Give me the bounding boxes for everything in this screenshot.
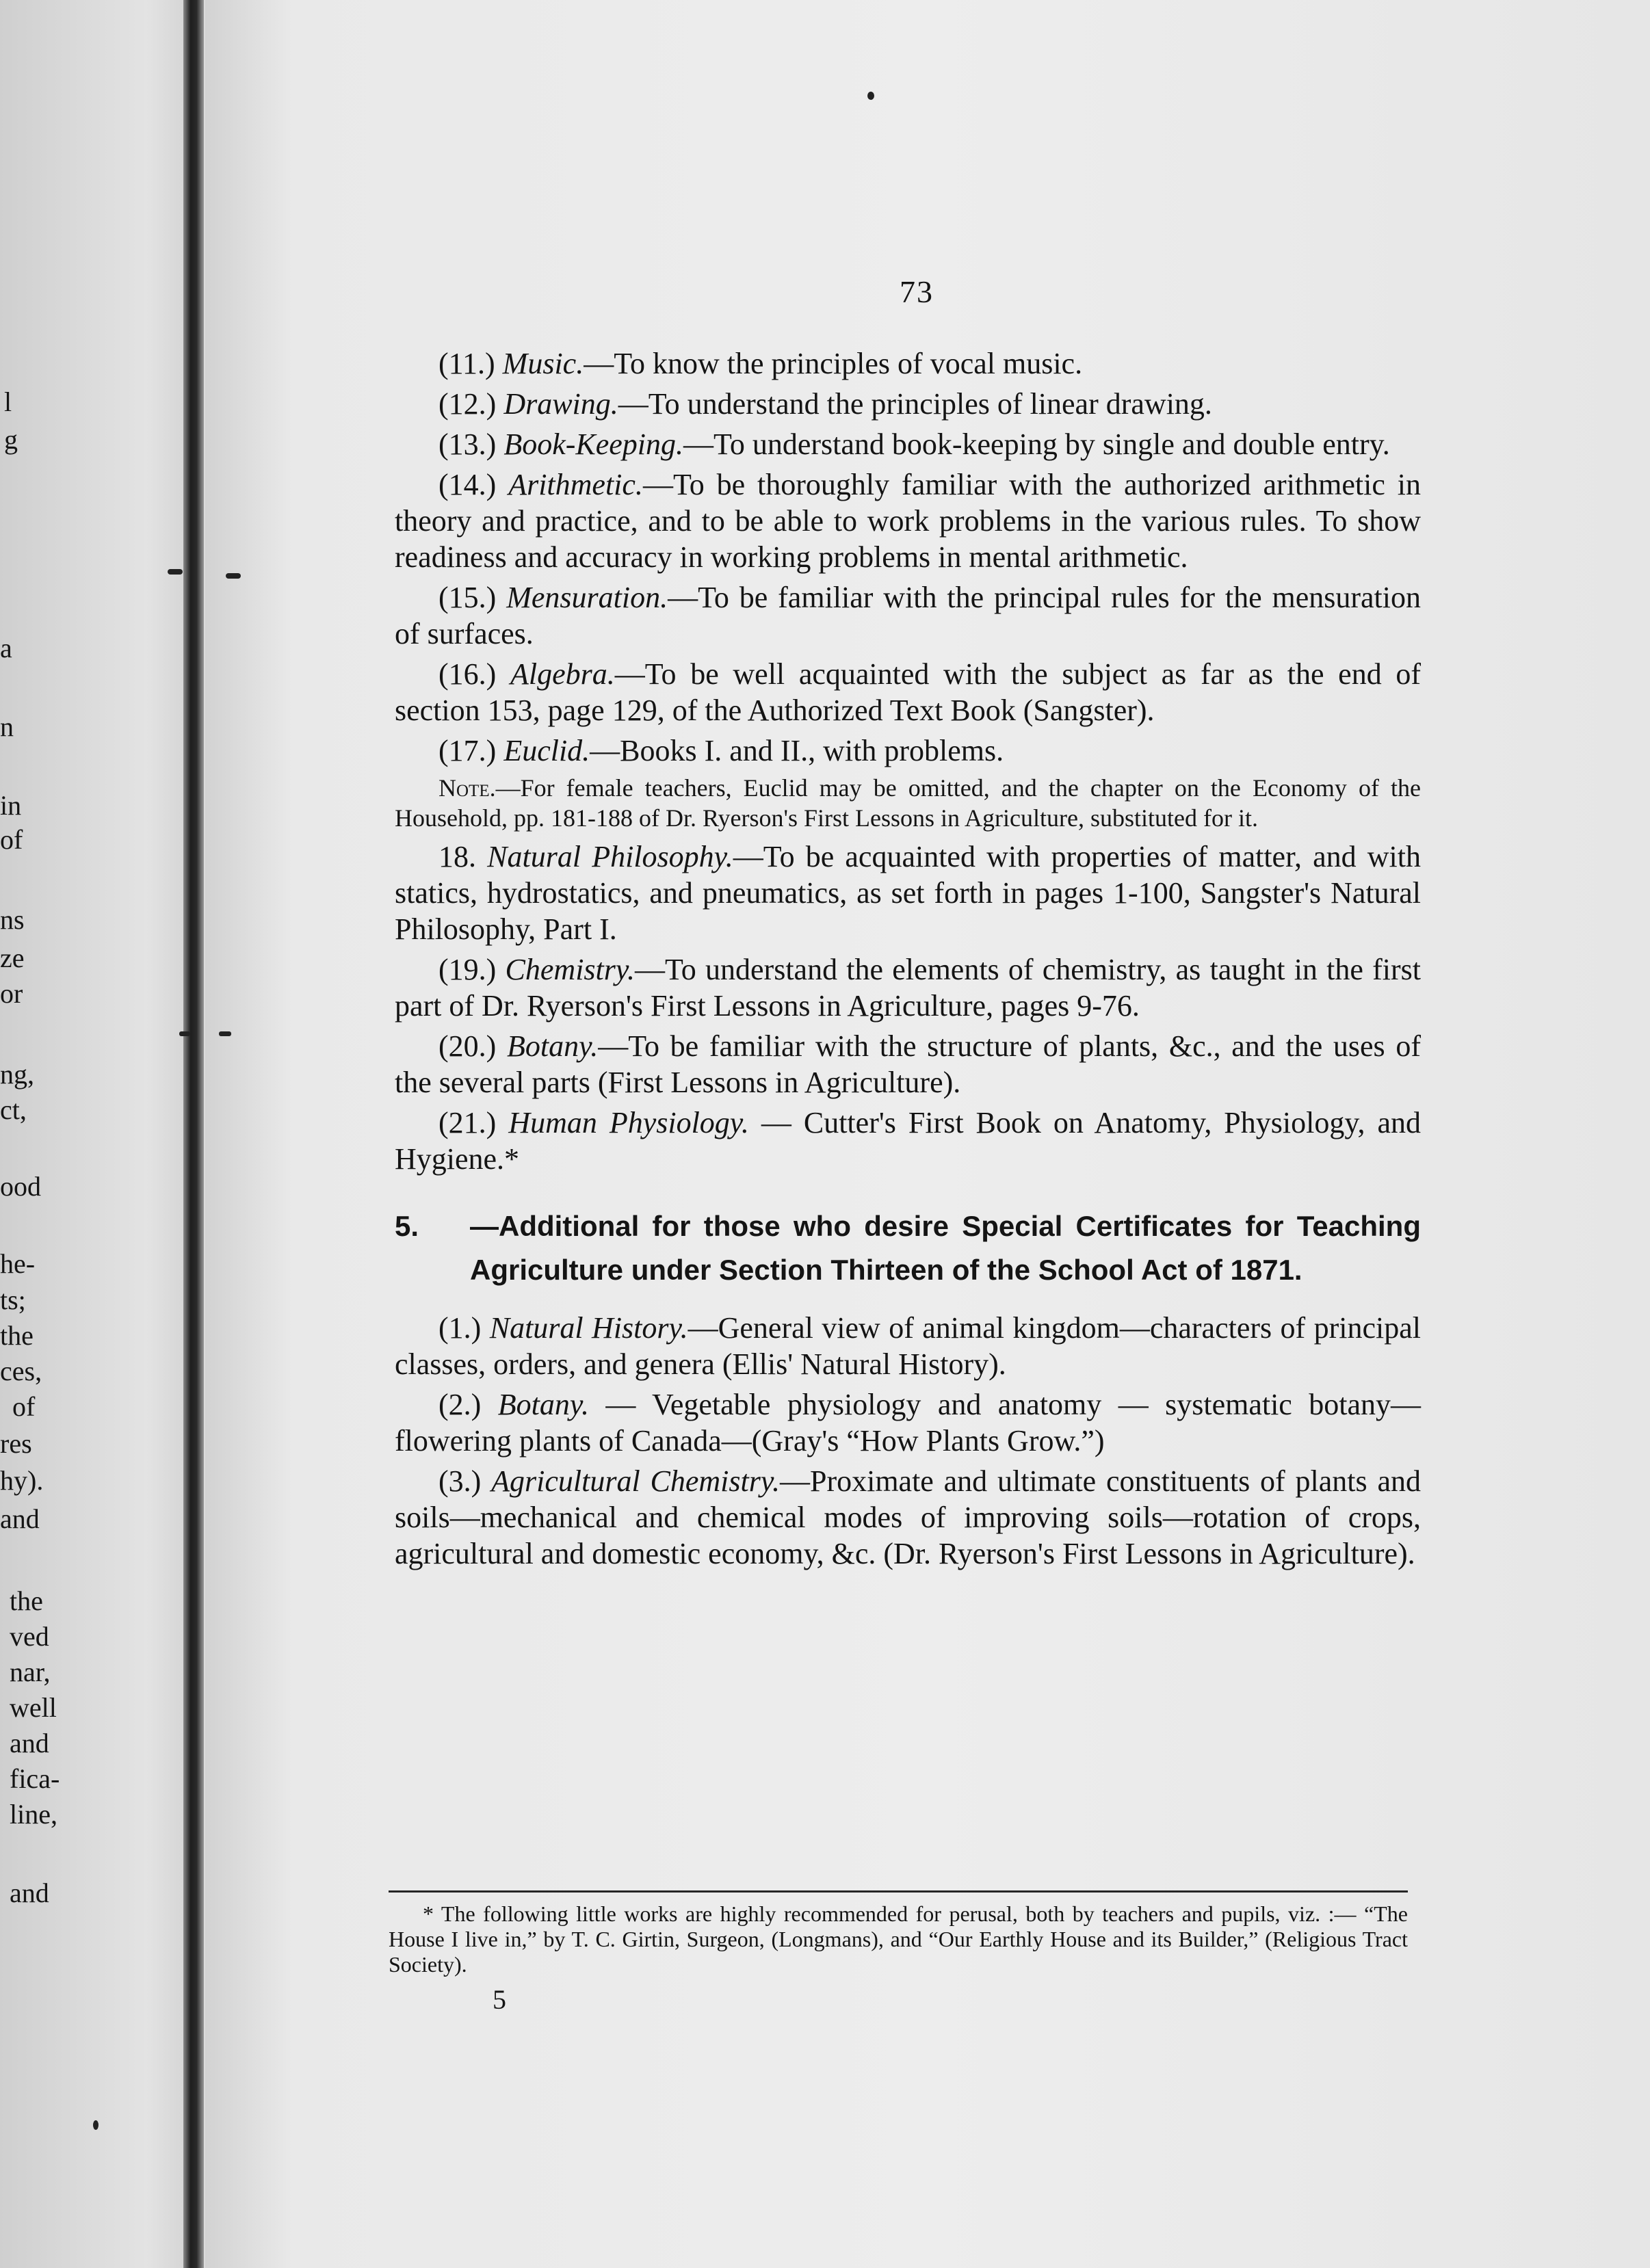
margin-fragment: ces, xyxy=(0,1356,42,1386)
speck xyxy=(867,92,874,100)
item-title: Chemistry. xyxy=(505,953,635,986)
margin-fragment: and xyxy=(10,1877,49,1908)
item-number: (17.) xyxy=(438,734,497,767)
margin-fragment: he- xyxy=(0,1248,36,1279)
list-item xyxy=(395,951,1421,1024)
margin-fragment: ved xyxy=(10,1621,49,1652)
list-item xyxy=(395,656,1421,728)
margin-fragment: or xyxy=(0,978,23,1009)
item-body: — Vegetable physiology and anatomy — systematic botany—flowering plants of Canada—(Gray's “How Plants Grow.”) xyxy=(395,1388,1422,1458)
margin-fragment: ns xyxy=(0,904,25,935)
item-number: (13.) xyxy=(438,427,497,461)
item-number: (11.) xyxy=(438,347,495,380)
speck xyxy=(168,569,183,575)
margin-fragment: nar, xyxy=(10,1657,51,1687)
margin-fragment: well xyxy=(10,1692,57,1723)
margin-fragment: of xyxy=(0,824,23,855)
item-title: Natural History. xyxy=(489,1311,688,1345)
list-item xyxy=(395,1386,1421,1459)
margin-fragment: the xyxy=(0,1320,34,1351)
margin-fragment: hy). xyxy=(0,1465,44,1496)
item-number: (3.) xyxy=(438,1464,482,1498)
section-heading xyxy=(395,1204,1421,1292)
margin-fragment: fica- xyxy=(10,1763,60,1794)
footnote-rule xyxy=(389,1890,1408,1893)
item-body: —To understand book-keeping by single and double entry. xyxy=(683,427,1390,461)
item-body: —General view of animal kingdom—characters of principal classes, orders, and genera (Ellis' Natural History). xyxy=(395,1311,1421,1381)
item-number: (1.) xyxy=(438,1311,482,1345)
item-number: (19.) xyxy=(438,953,497,986)
page-number: 73 xyxy=(900,274,934,309)
margin-fragment: l xyxy=(4,386,12,417)
list-item xyxy=(395,1028,1421,1100)
margin-fragment: res xyxy=(0,1428,32,1459)
item-title: Book-Keeping. xyxy=(503,427,684,461)
footnote-text: * The following little works are highly recommended for perusal, both by teachers and pupils, viz. :— “The House I live in,” by T. C. Girtin, Surgeon, (Longmans), and “Our Earthly House and its Builder,” (Religious Tract Society). xyxy=(389,1901,1408,1977)
speck xyxy=(219,1031,231,1036)
margin-fragment: ood xyxy=(0,1171,41,1202)
margin-fragment: line, xyxy=(10,1799,57,1830)
item-number: (15.) xyxy=(438,581,497,614)
list-item xyxy=(395,579,1421,652)
book-spine-gutter xyxy=(183,0,204,2268)
speck xyxy=(93,2120,99,2130)
speck xyxy=(226,573,241,579)
margin-fragment: of xyxy=(12,1391,36,1422)
item-title: Agricultural Chemistry. xyxy=(491,1464,780,1498)
item-number: 18. xyxy=(438,840,476,873)
note-label: Note. xyxy=(438,774,496,802)
item-title: Algebra. xyxy=(510,657,615,691)
section-heading-text: —Additional for those who desire Special Certificates for Teaching Agriculture under Section Thirteen of the School Act of 1871. xyxy=(470,1210,1421,1286)
item-body: —To understand the elements of chemistry, as taught in the first part of Dr. Ryerson's First Lessons in Agriculture, pages 9-76. xyxy=(395,953,1422,1023)
margin-fragment: n xyxy=(0,711,14,742)
item-title: Arithmetic. xyxy=(508,468,643,501)
facing-page-edge xyxy=(0,0,183,2268)
margin-fragment: g xyxy=(4,424,18,455)
item-body: —To be familiar with the principal rules for the mensuration of surfaces. xyxy=(395,581,1421,650)
list-item xyxy=(395,733,1421,769)
item-number: (12.) xyxy=(438,387,497,421)
list-item xyxy=(395,1463,1421,1572)
item-number: (14.) xyxy=(438,468,497,501)
item-body: — Cutter's First Book on Anatomy, Physiology, and Hygiene.* xyxy=(395,1106,1421,1176)
item-title: Mensuration. xyxy=(506,581,668,614)
item-body: —To be familiar with the structure of plants, &c., and the uses of the several parts (First Lessons in Agriculture). xyxy=(395,1029,1422,1099)
item-body: —To understand the principles of linear drawing. xyxy=(618,387,1212,421)
item-title: Natural Philosophy. xyxy=(487,840,733,873)
item-number: (2.) xyxy=(438,1388,482,1421)
speck xyxy=(179,1031,190,1036)
item-title: Drawing. xyxy=(503,387,618,421)
list-item xyxy=(395,466,1421,575)
signature-mark: 5 xyxy=(493,1984,506,2015)
note-text: —For female teachers, Euclid may be omitted, and the chapter on the Economy of the Household, pp. 181-188 of Dr. Ryerson's First Lessons in Agriculture, substituted for it. xyxy=(395,774,1421,832)
item-body: —To be well acquainted with the subject as far as the end of section 153, page 129, of the Authorized Text Book (Sangster). xyxy=(395,657,1422,727)
item-body: —To know the principles of vocal music. xyxy=(584,347,1083,380)
item-title: Euclid. xyxy=(503,734,590,767)
item-number: (20.) xyxy=(438,1029,497,1063)
item-title: Music. xyxy=(502,347,584,380)
margin-fragment: ng, xyxy=(0,1059,34,1090)
item-title: Human Physiology. xyxy=(508,1106,749,1139)
item-body: —To be acquainted with properties of matter, and with statics, hydrostatics, and pneumatics, as set forth in pages 1-100, Sangster's Natural Philosophy, Part I. xyxy=(395,840,1422,946)
list-item xyxy=(395,1310,1421,1382)
item-body: —Proximate and ultimate constituents of plants and soils—mechanical and chemical modes of improving soils—rotation of crops, agricultural and domestic economy, &c. (Dr. Ryerson's First Lessons in Agriculture). xyxy=(395,1464,1421,1570)
note-paragraph xyxy=(395,773,1421,833)
item-body: —To be thoroughly familiar with the authorized arithmetic in theory and practice, and to be able to work problems in the various rules. To show readiness and accuracy in working problems in mental arithmetic. xyxy=(395,468,1422,574)
margin-fragment: ct, xyxy=(0,1094,27,1125)
item-number: (21.) xyxy=(438,1106,497,1139)
page-body xyxy=(395,345,1421,1576)
margin-fragment: in xyxy=(0,790,22,821)
margin-fragment: and xyxy=(0,1503,40,1534)
list-item xyxy=(395,386,1421,422)
item-title: Botany. xyxy=(497,1388,589,1421)
margin-fragment: a xyxy=(0,633,12,663)
item-body: —Books I. and II., with problems. xyxy=(590,734,1004,767)
list-item xyxy=(395,345,1421,382)
margin-fragment: ze xyxy=(0,942,25,973)
item-number: (16.) xyxy=(438,657,497,691)
item-title: Botany. xyxy=(507,1029,599,1063)
margin-fragment: and xyxy=(10,1728,49,1758)
list-item xyxy=(395,1105,1421,1177)
section-number: 5. xyxy=(395,1210,419,1242)
list-item xyxy=(395,839,1421,947)
footnote xyxy=(389,1901,1408,1977)
margin-fragment: ts; xyxy=(0,1284,26,1315)
margin-fragment: the xyxy=(10,1585,43,1616)
list-item xyxy=(395,426,1421,462)
